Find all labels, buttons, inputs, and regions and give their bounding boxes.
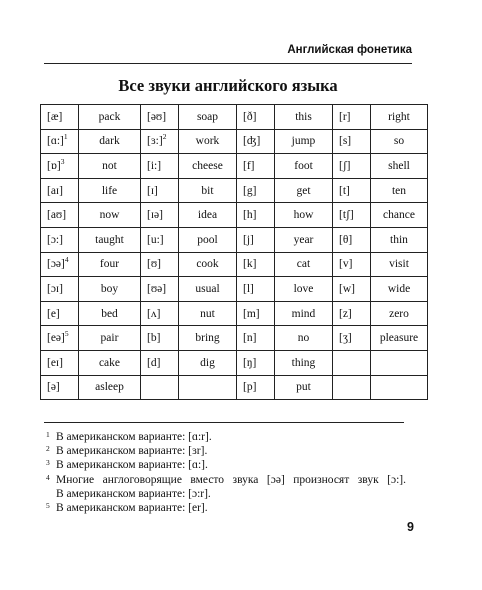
- example-word-cell: [275, 178, 333, 203]
- example-word-cell: [79, 301, 141, 326]
- sound-symbol-cell: [141, 178, 179, 203]
- sound-symbol-cell: [237, 326, 275, 351]
- example-word: pack: [98, 110, 121, 123]
- example-word: bring: [195, 332, 220, 345]
- example-word-cell: [179, 277, 237, 302]
- example-word-cell: [179, 178, 237, 203]
- example-word-cell: [275, 105, 333, 130]
- sound-symbol-cell: [41, 227, 79, 252]
- sound-symbol: [eə]: [47, 332, 65, 345]
- footnote-marker: 1: [63, 132, 68, 142]
- example-word: pair: [100, 332, 119, 345]
- sound-symbol-cell: [41, 375, 79, 400]
- sound-symbol: [ɪə]: [147, 209, 163, 222]
- example-word-cell: [179, 154, 237, 179]
- example-word-cell: [275, 227, 333, 252]
- example-word-cell: [371, 227, 428, 252]
- footnote-rule: [44, 422, 404, 423]
- sound-symbol-cell: [41, 105, 79, 130]
- footnote-number: 5: [46, 501, 50, 511]
- example-word: wide: [387, 282, 411, 295]
- example-word: dark: [99, 135, 120, 148]
- sound-symbol: [ʃ]: [339, 159, 351, 172]
- footnote: [44, 444, 406, 458]
- example-word: cook: [196, 258, 219, 271]
- footnote-number: 3: [46, 458, 50, 468]
- sound-symbol: [l]: [243, 282, 254, 295]
- example-word-cell: [179, 252, 237, 277]
- table-row: [41, 277, 428, 302]
- footnote-text: В американском варианте: [ɜr].: [56, 445, 208, 458]
- sound-symbol-cell: [141, 326, 179, 351]
- example-word-cell: [371, 203, 428, 228]
- sound-symbol: [æ]: [47, 110, 63, 123]
- example-word: life: [101, 184, 118, 197]
- example-word-cell: [79, 350, 141, 375]
- example-word: jump: [291, 135, 316, 148]
- footnote-marker: 5: [64, 329, 69, 339]
- example-word-cell: [179, 350, 237, 375]
- footnote-text: В американском варианте: [ɑ:].: [56, 459, 208, 472]
- table-row: [41, 350, 428, 375]
- sound-symbol: [ə]: [47, 381, 60, 394]
- example-word: right: [388, 110, 410, 123]
- table-row: [41, 154, 428, 179]
- example-word: four: [99, 258, 120, 271]
- sound-symbol-cell: [141, 375, 179, 400]
- table-row: [41, 326, 428, 351]
- example-word: chance: [383, 209, 415, 222]
- sound-symbol-cell: [41, 154, 79, 179]
- example-word-cell: [371, 301, 428, 326]
- sound-symbol: [ʊ]: [147, 258, 161, 271]
- sound-symbol-cell: [41, 350, 79, 375]
- sound-symbol-cell: [141, 154, 179, 179]
- example-word: now: [99, 209, 120, 222]
- example-word: bit: [201, 184, 214, 197]
- footnote: [44, 487, 406, 501]
- example-word-cell: [179, 129, 237, 154]
- example-word: this: [295, 110, 312, 123]
- sound-symbol: [v]: [339, 258, 353, 271]
- example-word-cell: [371, 129, 428, 154]
- sound-symbol: [w]: [339, 282, 355, 295]
- table-row: [41, 252, 428, 277]
- footnote-marker: 3: [60, 156, 65, 166]
- sound-symbol-cell: [237, 227, 275, 252]
- sound-symbol: [ʤ]: [243, 135, 261, 148]
- footnotes: [44, 430, 406, 515]
- example-word-cell: [79, 252, 141, 277]
- sound-symbol-cell: [141, 227, 179, 252]
- example-word: zero: [389, 307, 409, 320]
- table-row: [41, 203, 428, 228]
- sound-symbol-cell: [41, 326, 79, 351]
- sound-symbol: [ɪ]: [147, 184, 158, 197]
- example-word-cell: [79, 203, 141, 228]
- sound-symbol-cell: [237, 129, 275, 154]
- example-word-cell: [79, 277, 141, 302]
- example-word: foot: [294, 159, 313, 172]
- sound-symbol-cell: [141, 105, 179, 130]
- sound-symbol: [ɑ:]: [47, 135, 64, 148]
- footnote-text: Многие англоговорящие вместо звука [ɔə] произносят звук [ɔ:].: [56, 473, 406, 486]
- footnote-text: В американском варианте: [ɔ:r].: [56, 487, 211, 500]
- sound-symbol: [ɔɪ]: [47, 282, 63, 295]
- sound-symbol-cell: [333, 277, 371, 302]
- example-word: taught: [95, 233, 124, 246]
- footnote-marker: 2: [162, 132, 167, 142]
- sound-symbol: [h]: [243, 209, 257, 222]
- footnote: [44, 458, 406, 472]
- example-word-cell: [371, 154, 428, 179]
- sound-symbol-cell: [141, 277, 179, 302]
- sound-symbol: [k]: [243, 258, 257, 271]
- footnote-marker: 4: [64, 255, 69, 265]
- sound-symbol-cell: [41, 277, 79, 302]
- sound-symbol-cell: [141, 350, 179, 375]
- sound-symbol: [eɪ]: [47, 356, 63, 369]
- table-row: [41, 105, 428, 130]
- sound-symbol-cell: [41, 129, 79, 154]
- sound-symbol-cell: [333, 105, 371, 130]
- sound-symbol-cell: [333, 227, 371, 252]
- example-word: cake: [98, 356, 121, 369]
- sound-symbol-cell: [237, 277, 275, 302]
- example-word-cell: [179, 375, 237, 400]
- example-word-cell: [179, 326, 237, 351]
- example-word: boy: [100, 282, 119, 295]
- sound-symbol-cell: [333, 301, 371, 326]
- sound-symbol: [ɔə]: [47, 258, 65, 271]
- sound-symbol: [θ]: [339, 233, 353, 246]
- sound-symbol: [aʊ]: [47, 209, 67, 222]
- sound-symbol: [f]: [243, 159, 255, 172]
- example-word-cell: [275, 203, 333, 228]
- sound-symbol: [b]: [147, 332, 161, 345]
- example-word: year: [293, 233, 314, 246]
- sound-symbol-cell: [333, 252, 371, 277]
- example-word: visit: [389, 258, 409, 271]
- footnote: [44, 473, 406, 487]
- example-word: not: [102, 159, 117, 172]
- sound-symbol: [m]: [243, 307, 260, 320]
- example-word-cell: [179, 301, 237, 326]
- example-word-cell: [275, 154, 333, 179]
- footnote-number: 4: [46, 472, 50, 482]
- example-word-cell: [275, 252, 333, 277]
- sound-symbol: [e]: [47, 307, 60, 320]
- sound-symbol: [u:]: [147, 233, 164, 246]
- example-word: dig: [200, 356, 215, 369]
- sound-symbol-cell: [237, 350, 275, 375]
- sound-symbol-cell: [237, 252, 275, 277]
- example-word-cell: [179, 105, 237, 130]
- example-word: so: [393, 135, 405, 148]
- sound-symbol: [ʌ]: [147, 307, 161, 320]
- example-word: usual: [195, 282, 220, 295]
- sound-symbol-cell: [333, 326, 371, 351]
- sound-symbol-cell: [141, 252, 179, 277]
- example-word: bed: [101, 307, 118, 320]
- sound-symbol-cell: [41, 252, 79, 277]
- example-word: idea: [197, 209, 218, 222]
- sound-symbol: [t]: [339, 184, 350, 197]
- example-word: love: [293, 282, 314, 295]
- example-word: cheese: [192, 159, 223, 172]
- sound-symbol-cell: [333, 350, 371, 375]
- sound-symbol: [j]: [243, 233, 254, 246]
- sound-symbol: [əʊ]: [147, 110, 167, 123]
- example-word-cell: [371, 105, 428, 130]
- example-word: pleasure: [379, 332, 419, 345]
- sound-symbol: [s]: [339, 135, 352, 148]
- sound-symbol-cell: [141, 301, 179, 326]
- sound-symbol-cell: [333, 203, 371, 228]
- sound-symbol-cell: [237, 154, 275, 179]
- sound-symbol-cell: [141, 203, 179, 228]
- example-word-cell: [79, 178, 141, 203]
- footnote-number: 2: [46, 444, 50, 454]
- example-word-cell: [275, 277, 333, 302]
- example-word: thing: [291, 356, 316, 369]
- example-word: nut: [200, 307, 215, 320]
- example-word: soap: [196, 110, 219, 123]
- example-word-cell: [275, 350, 333, 375]
- example-word: mind: [291, 307, 316, 320]
- sound-symbol: [g]: [243, 184, 257, 197]
- sound-symbol-cell: [237, 203, 275, 228]
- sound-symbol: [ɒ]: [47, 159, 61, 172]
- table-row: [41, 301, 428, 326]
- sound-symbol-cell: [237, 105, 275, 130]
- sound-symbol: [ŋ]: [243, 356, 257, 369]
- example-word: shell: [388, 159, 410, 172]
- example-word-cell: [275, 375, 333, 400]
- example-word: pool: [197, 233, 218, 246]
- example-word: asleep: [95, 381, 124, 394]
- sound-symbol: [ʊə]: [147, 282, 167, 295]
- footnote: [44, 430, 406, 444]
- example-word-cell: [79, 326, 141, 351]
- example-word-cell: [371, 350, 428, 375]
- sound-symbol: [z]: [339, 307, 352, 320]
- sound-symbol: [p]: [243, 381, 257, 394]
- example-word-cell: [275, 129, 333, 154]
- example-word: how: [293, 209, 314, 222]
- sound-symbol-cell: [141, 129, 179, 154]
- example-word-cell: [79, 375, 141, 400]
- sound-symbol: [ɜ:]: [147, 135, 163, 148]
- sound-symbol-cell: [237, 301, 275, 326]
- example-word: cat: [296, 258, 311, 271]
- running-title: Английская фонетика: [287, 44, 412, 56]
- example-word: thin: [390, 233, 408, 246]
- table-row: [41, 227, 428, 252]
- example-word-cell: [79, 129, 141, 154]
- example-word-cell: [79, 154, 141, 179]
- example-word: work: [195, 135, 220, 148]
- sound-symbol-cell: [333, 375, 371, 400]
- example-word-cell: [275, 301, 333, 326]
- example-word-cell: [371, 252, 428, 277]
- sound-symbol: [ɔ:]: [47, 233, 63, 246]
- table-row: [41, 375, 428, 400]
- sound-symbol: [r]: [339, 110, 351, 123]
- example-word-cell: [79, 105, 141, 130]
- footnote: [44, 501, 406, 515]
- footnote-number: 1: [46, 430, 50, 439]
- example-word-cell: [79, 227, 141, 252]
- table-row: [41, 178, 428, 203]
- sound-symbol: [ð]: [243, 110, 257, 123]
- sound-symbol-cell: [41, 203, 79, 228]
- example-word: no: [297, 332, 310, 345]
- sound-symbol: [aɪ]: [47, 184, 63, 197]
- page-number: 9: [407, 520, 414, 534]
- sound-symbol-cell: [237, 375, 275, 400]
- sound-symbol-cell: [41, 178, 79, 203]
- sound-symbol-cell: [333, 178, 371, 203]
- example-word-cell: [371, 277, 428, 302]
- footnote-text: В американском варианте: [er].: [56, 502, 208, 515]
- table-row: [41, 129, 428, 154]
- sound-symbol-cell: [333, 154, 371, 179]
- example-word-cell: [371, 326, 428, 351]
- example-word: ten: [391, 184, 407, 197]
- example-word: put: [296, 381, 311, 394]
- sound-symbol-cell: [41, 301, 79, 326]
- example-word: get: [296, 184, 311, 197]
- example-word-cell: [275, 326, 333, 351]
- example-word-cell: [179, 203, 237, 228]
- example-word-cell: [371, 375, 428, 400]
- sound-symbol: [tʃ]: [339, 209, 354, 222]
- footnote-text: В американском варианте: [ɑ:r].: [56, 431, 212, 443]
- sound-symbol: [i:]: [147, 159, 162, 172]
- sound-symbol-cell: [237, 178, 275, 203]
- header-rule: [44, 63, 412, 64]
- page-title: Все звуки английского языка: [118, 76, 338, 95]
- sound-symbol: [n]: [243, 332, 257, 345]
- sounds-table: [40, 104, 428, 400]
- example-word-cell: [179, 227, 237, 252]
- sound-symbol-cell: [333, 129, 371, 154]
- example-word-cell: [371, 178, 428, 203]
- sound-symbol: [d]: [147, 356, 161, 369]
- sound-symbol: [ʒ]: [339, 332, 352, 345]
